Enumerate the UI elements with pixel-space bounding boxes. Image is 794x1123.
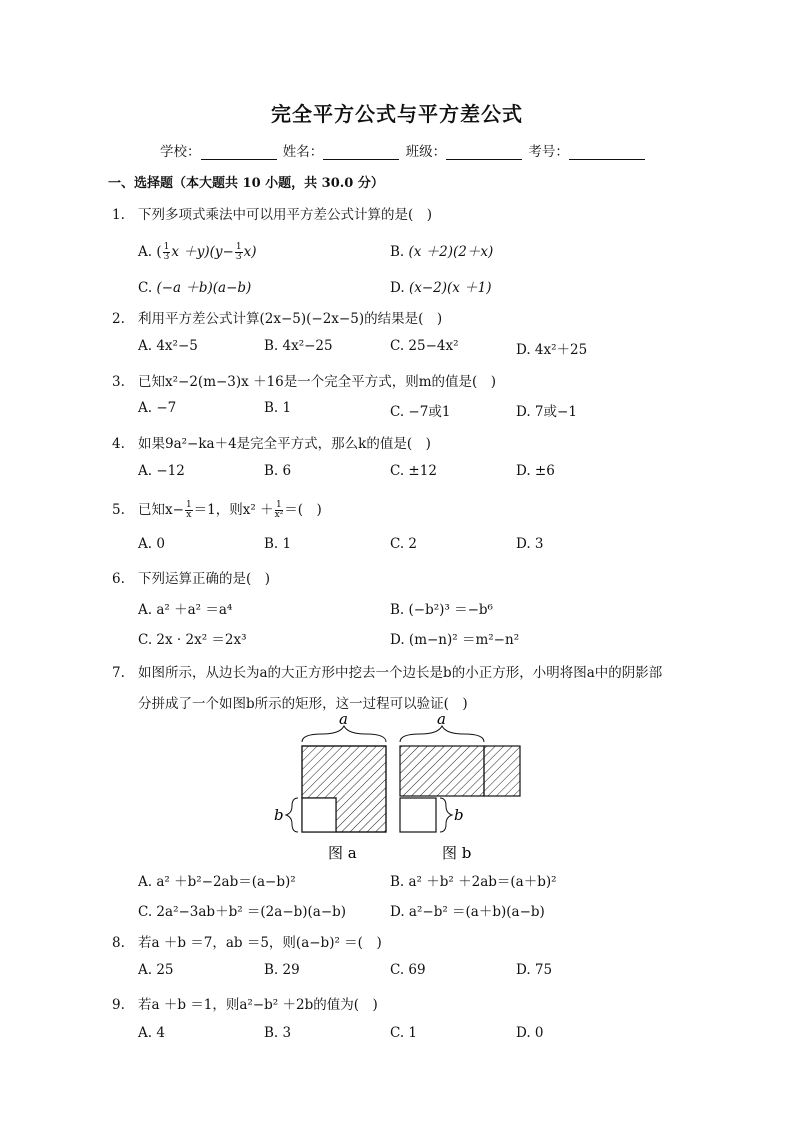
q8-option-a[interactable]: A. 25 (138, 962, 174, 978)
q2-option-a[interactable]: A. 4x²−5 (138, 338, 198, 354)
brace-a-top (302, 726, 386, 742)
q3-option-c[interactable]: C. −7或1 (390, 404, 451, 420)
q3-option-d[interactable]: D. 7或−1 (516, 404, 577, 420)
q2-option-c[interactable]: C. 25−4x² (390, 338, 459, 354)
question-number: 4. (112, 436, 125, 452)
q2-option-d[interactable]: D. 4x²＋25 (516, 342, 588, 358)
denominator: 3 (163, 252, 170, 262)
q9-option-a[interactable]: A. 4 (138, 1025, 165, 1041)
class-label: 班级： (405, 144, 447, 160)
denominator: 3 (235, 252, 242, 262)
question-number: 5. (112, 502, 125, 518)
expr-part: ( (156, 244, 162, 260)
small-square-b (400, 798, 436, 832)
option-letter: A. (138, 244, 153, 260)
denominator: x² (274, 510, 284, 520)
q6-option-b[interactable]: B. (−b²)³ ＝−b⁶ (390, 602, 493, 618)
class-blank[interactable] (446, 145, 522, 160)
q6-option-a[interactable]: A. a² ＋a² ＝a⁴ (138, 602, 233, 618)
q1-option-a[interactable] (138, 240, 257, 262)
question-3 (112, 370, 496, 390)
q5-option-a[interactable]: A. 0 (138, 536, 165, 552)
question-1 (112, 203, 432, 223)
figure-a-caption: 图 a (328, 844, 357, 862)
q8-option-b[interactable]: B. 29 (264, 962, 300, 978)
figure-b-caption: 图 b (442, 844, 472, 862)
exam-no-blank[interactable] (569, 145, 645, 160)
expr-part: x) (243, 244, 257, 260)
q8-option-d[interactable]: D. 75 (516, 962, 553, 978)
numerator: 1 (163, 242, 170, 252)
q7-option-b[interactable]: B. a² ＋b² ＋2ab＝(a＋b)² (390, 874, 557, 890)
label-b: b (274, 806, 284, 824)
page-title: 完全平方公式与平方差公式 (271, 102, 523, 126)
q1-option-b[interactable] (390, 240, 493, 260)
section-heading: 一、选择题（本大题共 10 小题，共 30.0 分） (108, 176, 384, 191)
question-text: 下列运算正确的是( ) (138, 571, 271, 587)
q7-option-c[interactable]: C. 2a²−3ab＋b² ＝(2a−b)(a−b) (138, 904, 347, 920)
numerator: 1 (185, 500, 192, 510)
q4-option-b[interactable]: B. 6 (264, 463, 292, 479)
question-9 (112, 993, 378, 1013)
question-number: 9. (112, 997, 125, 1013)
q7-figure (270, 708, 530, 868)
question-6 (112, 567, 270, 587)
q2-option-b[interactable]: B. 4x²−25 (264, 338, 333, 354)
fraction (235, 243, 243, 262)
question-4 (112, 432, 431, 452)
figure-a (274, 710, 386, 862)
option-letter: B. (390, 244, 405, 260)
fraction (185, 501, 193, 520)
option-letter: D. (390, 280, 405, 296)
question-number: 2. (112, 311, 125, 327)
school-label: 学校： (160, 144, 201, 160)
question-text: 利用平方差公式计算(2x−5)(−2x−5)的结果是( ) (138, 311, 443, 327)
question-7 (112, 661, 662, 681)
option-expr: (x ＋2)(2＋x) (408, 244, 494, 260)
brace-b-right (440, 798, 452, 832)
q3-option-b[interactable]: B. 1 (264, 400, 292, 416)
small-square (302, 798, 336, 832)
fraction (275, 501, 284, 520)
fraction (163, 243, 171, 262)
rect-part-2 (484, 746, 520, 796)
expr-part: x ＋y)(y− (171, 244, 234, 260)
q9-option-d[interactable]: D. 0 (516, 1025, 544, 1041)
q7-option-d[interactable]: D. a²−b² ＝(a＋b)(a−b) (390, 904, 545, 920)
q9-option-b[interactable]: B. 3 (264, 1025, 292, 1041)
question-text: 若a ＋b ＝1，则a²−b² ＋2b的值为( ) (138, 997, 378, 1013)
question-5 (112, 498, 322, 520)
question-number: 1. (112, 207, 125, 223)
question-text: ＝1，则x² ＋ (193, 502, 274, 518)
question-8 (112, 931, 382, 951)
q4-option-d[interactable]: D. ±6 (516, 463, 555, 479)
rect-part-1 (400, 746, 484, 796)
q8-option-c[interactable]: C. 69 (390, 962, 426, 978)
q7-option-a[interactable]: A. a² ＋b²−2ab＝(a−b)² (138, 874, 296, 890)
denominator: x (186, 510, 192, 520)
q6-option-d[interactable]: D. (m−n)² ＝m²−n² (390, 632, 520, 648)
option-expr: (x−2)(x ＋1) (408, 280, 492, 296)
option-letter: C. (138, 280, 153, 296)
q1-option-c[interactable] (138, 276, 251, 296)
student-info-line (160, 140, 647, 160)
name-label: 姓名： (282, 144, 324, 160)
q4-option-a[interactable]: A. −12 (138, 463, 185, 479)
option-expr: (−a ＋b)(a−b) (156, 280, 252, 296)
numerator: 1 (276, 500, 282, 510)
q1-option-d[interactable] (390, 276, 492, 296)
question-text: 如图所示，从边长为a的大正方形中挖去一个边长是b的小正方形，小明将图a中的阴影部 (138, 665, 663, 681)
figure-b (400, 710, 520, 862)
brace-b-left (286, 798, 298, 832)
q4-option-c[interactable]: C. ±12 (390, 463, 437, 479)
question-text: 若a ＋b ＝7，ab ＝5，则(a−b)² ＝( ) (138, 935, 382, 951)
name-blank[interactable] (323, 145, 399, 160)
question-text: 如果9a²−ka＋4是完全平方式，那么k的值是( ) (138, 436, 431, 452)
q9-option-c[interactable]: C. 1 (390, 1025, 418, 1041)
question-number: 3. (112, 374, 125, 390)
label-b-b: b (454, 806, 464, 824)
label-a: a (339, 710, 348, 728)
q3-option-a[interactable]: A. −7 (138, 400, 177, 416)
numerator: 1 (235, 242, 242, 252)
question-number: 7. (112, 665, 125, 681)
q5-option-c[interactable]: C. 2 (390, 536, 418, 552)
question-text: 已知x− (138, 502, 184, 518)
question-text: 下列多项式乘法中可以用平方差公式计算的是( ) (138, 207, 433, 223)
q5-option-b[interactable]: B. 1 (264, 536, 292, 552)
q5-option-d[interactable]: D. 3 (516, 536, 544, 552)
question-text: 已知x²−2(m−3)x ＋16是一个完全平方式，则m的值是( ) (138, 374, 497, 390)
q6-option-c[interactable]: C. 2x · 2x² ＝2x³ (138, 632, 247, 648)
school-blank[interactable] (201, 145, 277, 160)
question-7-line2: 分拼成了一个如图b所示的矩形，这一过程可以验证( ) (138, 696, 468, 712)
label-a-b: a (437, 710, 446, 728)
question-2 (112, 307, 442, 327)
brace-a-top-b (400, 726, 484, 742)
question-number: 6. (112, 571, 125, 587)
exam-no-label: 考号： (528, 144, 569, 160)
question-number: 8. (112, 935, 125, 951)
question-text: ＝( ) (284, 502, 322, 518)
